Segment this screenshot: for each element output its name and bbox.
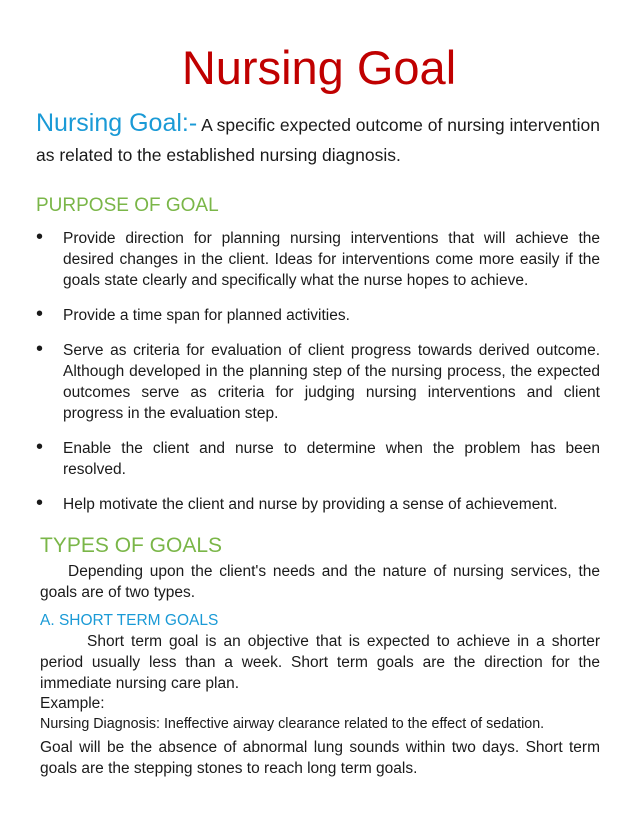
purpose-item-4 [36, 438, 600, 480]
purpose-item-2 [36, 305, 600, 326]
purpose-item-text: Provide a time span for planned activities. [63, 307, 350, 324]
purpose-item-1 [36, 228, 600, 291]
purpose-item-3 [36, 340, 600, 424]
purpose-heading: PURPOSE OF GOAL [36, 195, 219, 216]
purpose-item-text: Serve as criteria for evaluation of client progress towards derived outcome. Although developed in the planning step of the nursing process, the expected outcomes serve as criteria for judging nursing interventions and client progress in the evaluation step. [63, 342, 600, 422]
short-term-heading: A. SHORT TERM GOALS [40, 612, 219, 629]
example-goal: Goal will be the absence of abnormal lung sounds within two days. Short term goals are the stepping stones to reach long term goals. [40, 739, 600, 777]
bullet-icon: • [36, 492, 44, 514]
types-heading: TYPES OF GOALS [40, 534, 223, 557]
purpose-item-text: Help motivate the client and nurse by providing a sense of achievement. [63, 496, 558, 513]
types-intro: Depending upon the client's needs and the nature of nursing services, the goals are of two types. [40, 563, 600, 601]
purpose-list [36, 228, 600, 529]
purpose-item-text: Provide direction for planning nursing interventions that will achieve the desired changes in the client. Ideas for interventions come more easily if the goals state clearly and specifically what the nurse hopes to achieve. [63, 230, 600, 289]
example-label: Example: [40, 695, 105, 712]
purpose-item-text: Enable the client and nurse to determine when the problem has been resolved. [63, 440, 600, 478]
example-diagnosis: Nursing Diagnosis: Ineffective airway clearance related to the effect of sedation. [40, 716, 545, 732]
page-title: Nursing Goal [181, 41, 457, 94]
bullet-icon: • [36, 226, 44, 248]
bullet-icon: • [36, 338, 44, 360]
short-term-body: Short term goal is an objective that is expected to achieve in a shorter period usually less than a week. Short term goals are the direction for the immediate nursing care plan. [40, 633, 600, 692]
intro-paragraph [36, 108, 600, 170]
intro-definition: A specific expected outcome of nursing intervention as related to the established nursing diagnosis. [36, 115, 600, 165]
purpose-item-5 [36, 494, 600, 515]
bullet-icon: • [36, 303, 44, 325]
bullet-icon: • [36, 436, 44, 458]
intro-term: Nursing Goal:- [36, 109, 198, 137]
